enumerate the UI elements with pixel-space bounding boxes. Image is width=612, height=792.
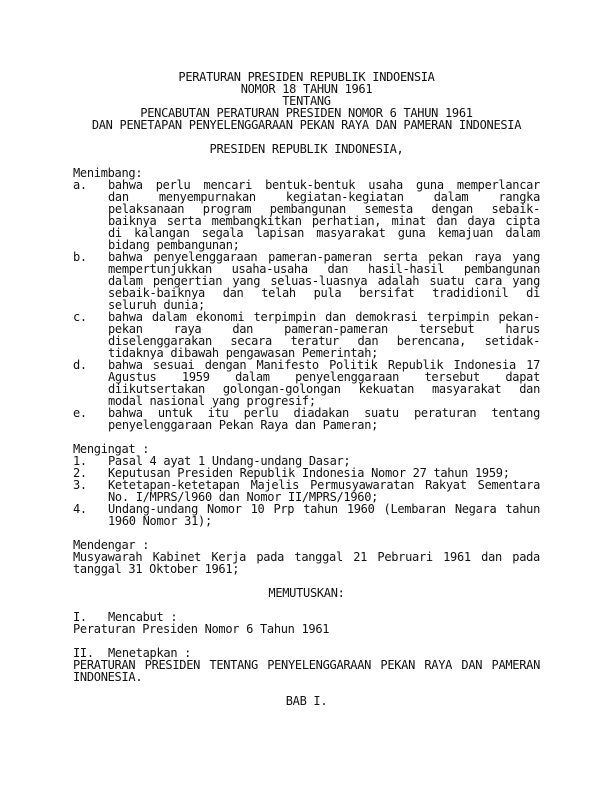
item-marker: d.	[73, 358, 87, 372]
item-marker	[73, 383, 108, 395]
item-marker	[73, 263, 108, 275]
section-marker: I.	[73, 610, 87, 624]
item-marker	[73, 191, 108, 203]
section-label: Mencabut :	[108, 610, 178, 624]
item-text: Undang-undang Nomor 10 Prp tahun 1960 (Lembaran Negara tahun	[108, 502, 540, 516]
item-text: Pasal 4 ayat 1 Undang-undang Dasar;	[108, 454, 351, 468]
item-text: dan menyempurnakan kegiatan-kegiatan dalam rangka	[108, 190, 540, 204]
item-text: bahwa dalam ekonomi terpimpin dan demokrasi terpimpin pekan-	[108, 310, 540, 324]
item-marker	[73, 371, 108, 383]
item-text: Keputusan Presiden Republik Indonesia Nomor 27 tahun 1959;	[108, 466, 510, 480]
mendengar-text: tanggal 31 Oktober 1961;	[73, 562, 240, 576]
menimbang-label: Menimbang:	[73, 166, 143, 180]
item-text: modal nasional yang progresif;	[108, 394, 316, 408]
item-text: baiknya serta membangkitkan perhatian, minat dan daya cipta	[108, 214, 540, 228]
item-text: bahwa penyelenggaraan pameran-pameran serta pekan raya yang	[108, 250, 540, 264]
mengingat-item	[73, 515, 540, 527]
item-text: bahwa sesuai dengan Manifesto Politik Republik Indonesia 17	[108, 358, 540, 372]
document-title-line: DAN PENETAPAN PENYELENGGARAAN PEKAN RAYA DAN PAMERAN INDONESIA	[91, 118, 522, 132]
item-text: sebaik-baiknya dan telah pula bersifat tradidionil di	[108, 286, 540, 300]
chapter-heading: BAB I.	[285, 694, 328, 708]
document-title-line: PENCABUTAN PERATURAN PRESIDEN NOMOR 6 TAHUN 1961	[140, 106, 473, 120]
blank-line	[73, 155, 540, 167]
item-marker	[73, 227, 108, 239]
item-text: diikutsertakan golongan-golongan kekuatan masyarakat dan	[108, 382, 540, 396]
memutuskan-heading: MEMUTUSKAN:	[268, 586, 345, 600]
item-text: penyelenggaraan Pekan Raya dan Pameran;	[108, 418, 379, 432]
item-text: bahwa perlu mencari bentuk-bentuk usaha guna memperlancar	[108, 178, 540, 192]
item-text: 1960 Nomor 31);	[108, 514, 212, 528]
item-text: di kalangan segala lapisan masyarakat guna kemajuan dalam	[108, 226, 540, 240]
menimbang-item	[73, 419, 540, 431]
item-text: No. I/MPRS/l960 dan Nomor II/MPRS/1960;	[108, 490, 379, 504]
item-text: bidang pembangunan;	[108, 238, 240, 252]
document-title-line: TENTANG	[282, 94, 331, 108]
item-text: Ketetapan-ketetapan Majelis Permusyawaratan Rakyat Sementara	[108, 478, 540, 492]
item-marker	[73, 287, 108, 299]
item-marker: e.	[73, 406, 87, 420]
item-text: mempertunjukkan usaha-usaha dan hasil-hasil pembangunan	[108, 262, 540, 276]
document-title-line: PERATURAN PRESIDEN REPUBLIK INDOENSIA	[178, 70, 435, 84]
item-marker	[73, 323, 108, 335]
menetapkan-text: PERATURAN PRESIDEN TENTANG PENYELENGGARAAN PEKAN RAYA DAN PAMERAN	[73, 658, 540, 672]
item-text: dalam pengertian yang seluas-luasnya adalah suatu cara yang	[108, 274, 540, 288]
item-marker	[73, 203, 108, 215]
mendengar-text: Musyawarah Kabinet Kerja pada tanggal 21 Pebruari 1961 dan pada	[73, 550, 540, 564]
item-text: Agustus 1959 dalam penyelenggaraan tersebut dapat	[108, 370, 540, 384]
mengingat-label: Mengingat :	[73, 442, 150, 456]
item-marker	[73, 215, 108, 227]
mendengar-label: Mendengar :	[73, 538, 150, 552]
section-marker: II.	[73, 646, 94, 660]
item-text: seluruh dunia;	[108, 298, 205, 312]
item-marker: a.	[73, 178, 87, 192]
item-text: pekan raya dan pameran-pameran tersebut harus	[108, 322, 540, 336]
item-marker	[73, 419, 108, 431]
mencabut-text: Peraturan Presiden Nomor 6 Tahun 1961	[73, 622, 330, 636]
item-text: tidaknya dibawah pengawasan Pemerintah;	[108, 346, 379, 360]
preamble-heading: PRESIDEN REPUBLIK INDONESIA,	[209, 142, 404, 156]
item-marker: 4.	[73, 502, 87, 516]
item-marker	[73, 335, 108, 347]
item-text: bahwa untuk itu perlu diadakan suatu peraturan tentang	[108, 406, 540, 420]
item-marker	[73, 515, 108, 527]
menetapkan-text: INDONESIA.	[73, 670, 143, 684]
item-marker: 2.	[73, 466, 87, 480]
item-marker: c.	[73, 310, 87, 324]
item-marker: 1.	[73, 454, 87, 468]
item-marker: 3.	[73, 478, 87, 492]
section-label: Menetapkan :	[108, 646, 192, 660]
item-text: pelaksanaan program pembangunan semesta dengan sebaik-	[108, 202, 540, 216]
document-page	[73, 71, 540, 707]
item-marker	[73, 275, 108, 287]
item-marker: b.	[73, 250, 87, 264]
item-text: diselenggarakan secara teratur dan berencana, setidak-	[108, 334, 540, 348]
document-title-line: NOMOR 18 TAHUN 1961	[240, 82, 373, 96]
